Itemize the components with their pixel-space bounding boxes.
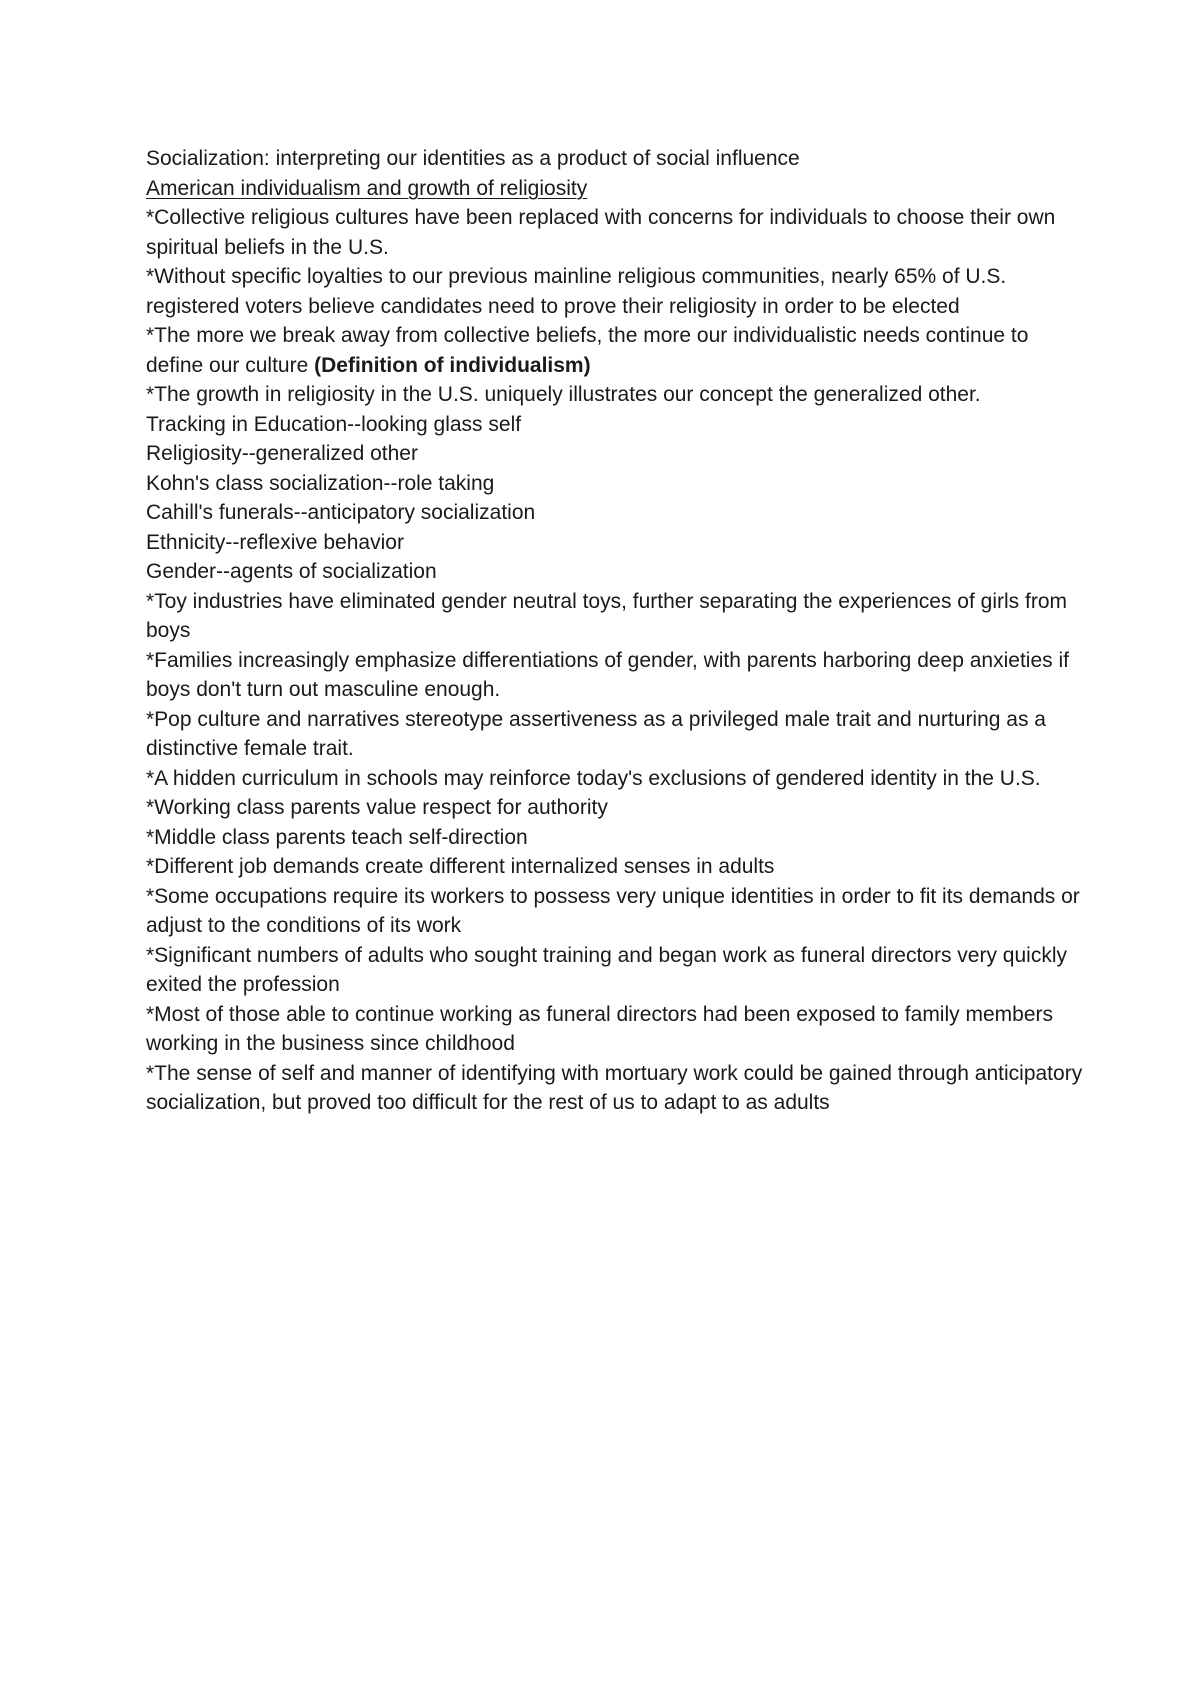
paragraph: *Without specific loyalties to our previous mainline religious communities, nearly 65% of U.S. registered voters believe candidates need to prove their religiosity in order to be elected xyxy=(146,265,1007,318)
paragraph: *Some occupations require its workers to possess very unique identities in order to fit its demands or adjust to the conditions of its work xyxy=(146,884,1080,937)
paragraph: *Most of those able to continue working as funeral directors had been exposed to family members working in the business since childhood xyxy=(146,1002,1053,1055)
paragraph: *Middle class parents teach self-direction xyxy=(146,825,528,849)
paragraph xyxy=(146,321,1086,380)
paragraph-text: *The more we break away from collective beliefs, the more our individualistic needs continue to define our culture xyxy=(146,324,1029,377)
paragraph: Tracking in Education--looking glass self xyxy=(146,412,522,436)
paragraph: Religiosity--generalized other xyxy=(146,442,418,465)
document-title: Socialization: interpreting our identities as a product of social influence xyxy=(146,147,800,170)
paragraph: *Working class parents value respect for authority xyxy=(146,796,608,819)
document-page xyxy=(146,144,1086,1118)
paragraph: *Significant numbers of adults who sought training and began work as funeral directors very quickly exited the profession xyxy=(146,943,1067,996)
paragraph: *A hidden curriculum in schools may reinforce today's exclusions of gendered identity in the U.S. xyxy=(146,766,1041,790)
paragraph: *Collective religious cultures have been replaced with concerns for individuals to choose their own spiritual beliefs in the U.S. xyxy=(146,206,1056,259)
paragraph: *Toy industries have eliminated gender neutral toys, further separating the experiences of girls from boys xyxy=(146,589,1067,642)
paragraph: Ethnicity--reflexive behavior xyxy=(146,530,404,554)
paragraph: Cahill's funerals--anticipatory socialization xyxy=(146,501,536,524)
bold-phrase: (Definition of individualism) xyxy=(314,353,591,377)
paragraph: *Different job demands create different internalized senses in adults xyxy=(146,855,775,878)
paragraph: *The growth in religiosity in the U.S. uniquely illustrates our concept the generalized other. xyxy=(146,383,981,406)
paragraph: *Pop culture and narratives stereotype assertiveness as a privileged male trait and nurturing as a distinctive female trait. xyxy=(146,707,1046,760)
paragraph: Gender--agents of socialization xyxy=(146,560,437,583)
paragraph: Kohn's class socialization--role taking xyxy=(146,471,495,495)
section-heading: American individualism and growth of religiosity xyxy=(146,176,588,200)
paragraph: *Families increasingly emphasize differentiations of gender, with parents harboring deep anxieties if boys don't turn out masculine enough. xyxy=(146,648,1069,701)
paragraph: *The sense of self and manner of identifying with mortuary work could be gained through anticipatory socialization, but proved too difficult for the rest of us to adapt to as adults xyxy=(146,1061,1083,1114)
